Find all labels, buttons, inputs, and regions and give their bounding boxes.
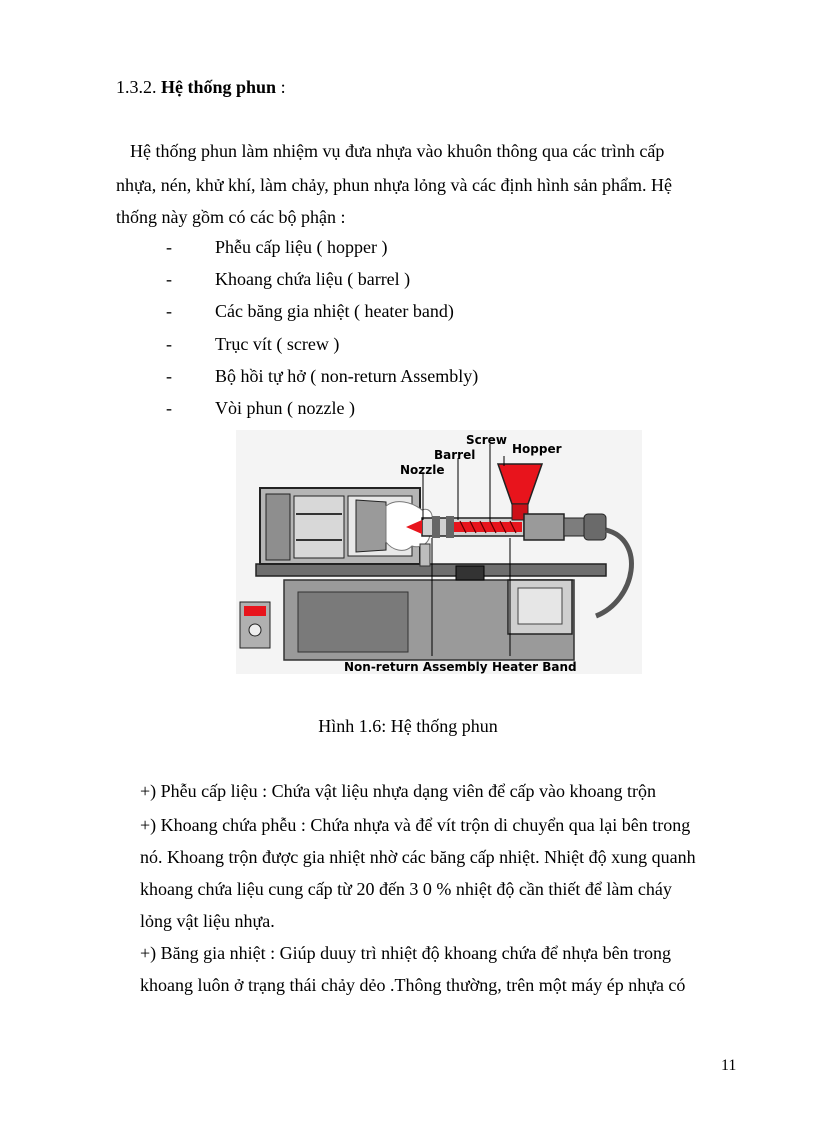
section-heading [116, 76, 286, 98]
section-number: 1.3.2. [116, 77, 157, 97]
body-line: khoang luôn ở trạng thái chảy dẻo .Thông thường, trên một máy ép nhựa có [140, 975, 686, 995]
body-line: nó. Khoang trộn được gia nhiệt nhờ các băng cấp nhiệt. Nhiệt độ xung quanh [140, 847, 696, 867]
label-screw: Screw [466, 433, 507, 447]
page-number: 11 [721, 1057, 737, 1074]
list-item: Bộ hồi tự hở ( non-return Assembly) [215, 366, 479, 386]
list-item: Khoang chứa liệu ( barrel ) [215, 269, 411, 289]
bullet-dash: - [166, 237, 172, 257]
bullet-dash: - [166, 334, 172, 354]
bullet-dash: - [166, 301, 172, 321]
section-title: Hệ thống phun [161, 77, 277, 97]
list-item: Các băng gia nhiệt ( heater band) [215, 301, 454, 321]
bullet-dash: - [166, 398, 172, 418]
label-non-return: Non-return Assembly [344, 660, 488, 674]
bullet-dash: - [166, 269, 172, 289]
label-hopper: Hopper [512, 442, 562, 456]
list-item: Trục vít ( screw ) [215, 334, 340, 354]
machine-rail [256, 564, 606, 576]
figure-caption: Hình 1.6: Hệ thống phun [318, 716, 498, 736]
section-suffix: : [280, 77, 286, 97]
body-line: +) Phễu cấp liệu : Chứa vật liệu nhựa dạng viên để cấp vào khoang trộn [140, 781, 657, 801]
intro-line: thống này gồm có các bộ phận : [116, 207, 346, 227]
heater-band [446, 516, 454, 538]
list-item: Phễu cấp liệu ( hopper ) [215, 237, 388, 257]
list-item: Vòi phun ( nozzle ) [215, 398, 355, 418]
body-line: +) Băng gia nhiệt : Giúp duuy trì nhiệt độ khoang chứa để nhựa bên trong [140, 943, 672, 963]
body-line: lỏng vật liệu nhựa. [140, 911, 275, 931]
injection-system-figure [236, 430, 642, 674]
heater-band [432, 516, 440, 538]
intro-line: Hệ thống phun làm nhiệm vụ đưa nhựa vào khuôn thông qua các trình cấp [130, 141, 665, 161]
bullet-dash: - [166, 366, 172, 386]
label-barrel: Barrel [434, 448, 476, 462]
body-line: khoang chứa liệu cung cấp từ 20 đến 3 0 % nhiệt độ cần thiết để làm cháy [140, 879, 672, 899]
body-line: +) Khoang chứa phễu : Chứa nhựa và để vít trộn di chuyển qua lại bên trong [140, 815, 691, 835]
label-nozzle: Nozzle [400, 463, 445, 477]
intro-line: nhựa, nén, khử khí, làm chảy, phun nhựa lỏng và các định hình sản phẩm. Hệ [116, 175, 672, 195]
label-heater-band: Heater Band [492, 660, 577, 674]
